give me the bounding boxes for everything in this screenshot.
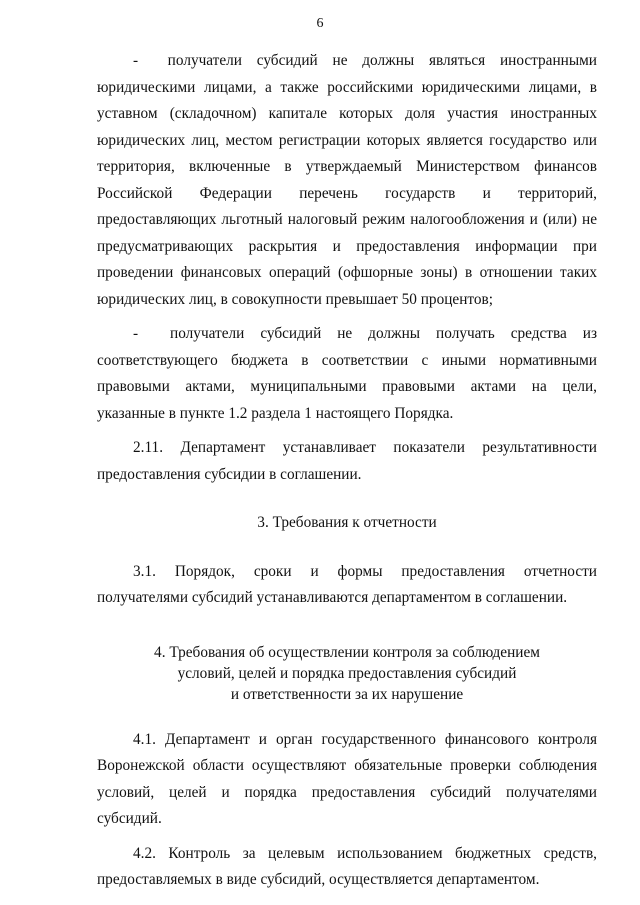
paragraph-4-2: 4.2. Контроль за целевым использованием бюджетных средств, предоставляемых в виде субсидий, осуществляется департаментом.: [97, 844, 597, 888]
section-4-heading-line-1: 4. Требования об осуществлении контроля за соблюдением: [154, 643, 540, 661]
section-3-heading: 3. Требования к отчетности: [257, 514, 437, 531]
paragraph-2-11: 2.11. Департамент устанавливает показатели результативности предоставления субсидии в соглашении.: [97, 439, 597, 483]
paragraph-4-1: 4.1. Департамент и орган государственного финансового контроля Воронежской области осуществляют обязательные проверки соблюдения условий, целей и порядка предоставления субсидий получателями субсидий.: [97, 730, 597, 827]
paragraph-3-1: 3.1. Порядок, сроки и формы предоставления отчетности получателями субсидий устанавливаются департаментом в соглашении.: [97, 562, 597, 606]
page-number: 6: [316, 16, 324, 31]
paragraph-foreign-entities: - получатели субсидий не должны являться иностранными юридическими лицами, а также российскими юридическими лицами, в уставном (складочном) капитале которых доля участия иностранных юридических лиц, местом регистрации которых является государство или территория, включенные в утверждаемый Министерством финансов Российской Федерации перечень государств и территорий, предоставляющих льготный налоговый режим налогообложения и (или) не предусматривающих раскрытия и предоставления информации при проведении финансовых операций (офшорные зоны) в отношении таких юридических лиц, в совокупности превышает 50 процентов;: [97, 52, 597, 308]
section-4-heading-line-3: и ответственности за их нарушение: [230, 685, 464, 703]
section-4-heading-line-2: условий, целей и порядка предоставления субсидий: [177, 664, 517, 682]
section-4-heading: [97, 642, 597, 705]
document-body: [97, 48, 597, 894]
paragraph-budget-funds: - получатели субсидий не должны получать средства из соответствующего бюджета в соответствии с иными нормативными правовыми актами, муниципальными правовыми актами на цели, указанные в пункте 1.2 раздела 1 настоящего Порядка.: [97, 325, 597, 422]
